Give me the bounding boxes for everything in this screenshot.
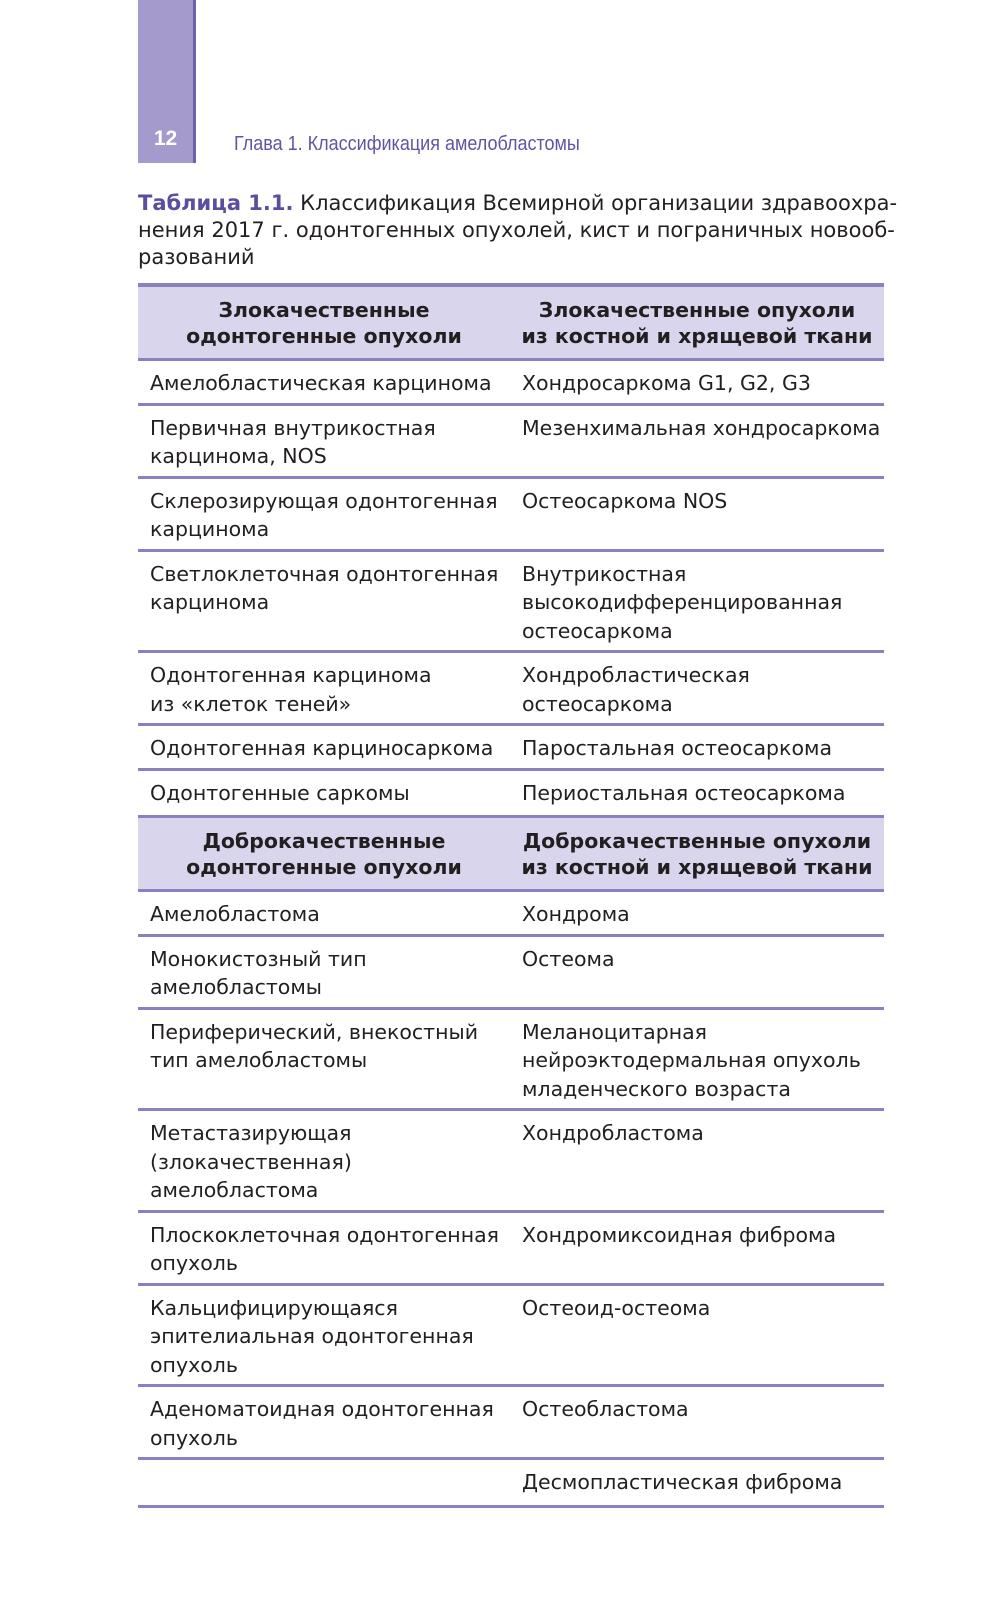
table-cell-right-line: остеосаркома [522,691,673,716]
header-cell-right-line: Злокачественные опухоли [538,298,856,322]
classification-table [138,283,884,1508]
benign-table-row [138,1111,884,1213]
table-cell-left [138,1286,510,1385]
table-cell-left-line: опухоль [150,1251,238,1275]
header-cell-left-line: Злокачественные [218,298,430,322]
table-cell-right-line: Хондрома [522,902,630,926]
table-cell-left-line: Амелобластома [150,902,320,926]
table-cell-left [138,937,510,1007]
table-cell-left-line: карцинома [150,517,270,541]
table-cell-left [138,552,510,651]
benign-table-row [138,1010,884,1112]
header-cell-right [510,297,884,349]
header-cell-right [510,828,884,880]
header-cell-right-line: Доброкачественные опухоли [522,829,872,853]
table-cell-left-line: опухоль [150,1352,238,1377]
table-caption [138,190,898,271]
table-cell-left-line: Кальцифицирующаяся [150,1295,398,1320]
table-cell-right-line: высокодифференцированная [522,590,843,614]
malignant-table-row [138,653,884,726]
malignant-table-row [138,726,884,771]
header-cell-left-line: одонтогенные опухоли [186,324,462,348]
header-cell-left [138,828,510,880]
table-cell-right [510,892,884,934]
table-cell-right [510,1010,884,1109]
table-cell-left [138,361,510,403]
table-cell-right [510,937,884,1007]
table-cell-right [510,361,884,403]
table-cell-left-line: амелобластомы [150,975,322,999]
page-tab [138,0,196,163]
table-cell-right [510,1460,884,1505]
benign-table-row [138,1460,884,1508]
table-cell-right-line: Хондросаркома G1, G2, G3 [522,371,811,395]
table-cell-left-line: тип амелобластомы [150,1048,368,1072]
chapter-title: Глава 1. Классификация амелобластомы [234,133,580,155]
table-cell-left [138,1213,510,1283]
malignant-table-row [138,552,884,654]
malignant-table-row [138,406,884,479]
table-cell-right-line: Остеома [522,946,615,971]
table-cell-left-line: Плоскоклеточная одонтогенная [150,1222,499,1247]
table-cell-right-line: остеосаркома [522,618,673,643]
malignant-header-row [138,283,884,361]
table-cell-right-line: Остеобластома [522,1397,689,1421]
table-cell-left-line: Одонтогенная карциносаркома [150,736,494,760]
table-cell-left-line: Первичная внутрикостная [150,415,436,440]
benign-table-row [138,937,884,1010]
table-cell-left-line: Светлоклеточная одонтогенная [150,561,499,586]
table-cell-right [510,1387,884,1457]
benign-table-row [138,1387,884,1460]
table-cell-left [138,479,510,549]
benign-table-row [138,892,884,937]
table-cell-right [510,552,884,651]
table-cell-left [138,1010,510,1109]
table-cell-left [138,892,510,934]
table-cell-left-line: карцинома [150,590,270,614]
table-cell-right-line: Периостальная остеосаркома [522,780,846,805]
table-cell-left-line: Периферический, внекостный [150,1019,479,1044]
table-cell-right-line: Мезенхимальная хондросаркома [522,415,881,440]
table-cell-left-line: из «клеток теней» [150,691,352,716]
table-cell-right [510,406,884,476]
table-cell-left-line: Метастазирующая [150,1121,352,1145]
header-cell-left [138,297,510,349]
table-cell-right-line: Десмопластическая фиброма [522,1470,843,1494]
table-cell-right-line: Внутрикостная [522,561,687,586]
header-cell-right-line: из костной и хрящевой ткани [521,324,873,348]
table-cell-left [138,653,510,723]
table-cell-right-line: Хондромиксоидная фиброма [522,1222,837,1247]
table-cell-left-line: опухоль [150,1425,238,1450]
table-cell-left-line: амелобластома [150,1178,319,1202]
table-cell-right-line: Меланоцитарная [522,1019,708,1044]
table-cell-right [510,771,884,816]
malignant-table-row [138,479,884,552]
table-cell-left-line: эпителиальная одонтогенная [150,1324,474,1348]
table-cell-right-line: младенческого возраста [522,1076,791,1101]
table-cell-left-line: Склерозирующая одонтогенная [150,488,498,513]
malignant-table-row [138,361,884,406]
table-cell-left [138,1111,510,1210]
malignant-table-row [138,771,884,819]
table-cell-left-line: (злокачественная) [150,1149,352,1174]
table-cell-left-line: Амелобластическая карцинома [150,371,492,395]
table-cell-left-line: Монокистозный тип [150,946,367,971]
table-cell-right [510,1213,884,1283]
table-cell-right [510,1286,884,1385]
header-cell-right-line: из костной и хрящевой ткани [521,855,873,879]
table-cell-right-line: Остеосаркома NOS [522,488,728,513]
benign-table-row [138,1286,884,1388]
table-cell-right [510,726,884,768]
caption-line-2: нения 2017 г. одонтогенных опухолей, кист и пограничных новооб- [138,218,895,242]
table-cell-left [138,406,510,476]
table-cell-left-line: Аденоматоидная одонтогенная [150,1397,494,1421]
benign-header-row [138,818,884,892]
table-cell-right-line: Хондробластома [522,1121,704,1145]
table-cell-right [510,1111,884,1210]
table-cell-left [138,1387,510,1457]
benign-table-row [138,1213,884,1286]
table-cell-right-line: Паростальная остеосаркома [522,736,833,760]
table-cell-left-line: Одонтогенная карцинома [150,663,432,687]
caption-line-3: разований [138,245,255,269]
table-cell-left-line: карцинома, NOS [150,444,327,468]
table-cell-left [138,771,510,816]
table-cell-right-line: нейроэктодермальная опухоль [522,1048,861,1072]
caption-text-1: Классификация Всемирной организации здравоохра- [293,191,898,215]
table-cell-left [138,726,510,768]
table-cell-right [510,479,884,549]
table-cell-right [510,653,884,723]
caption-line-1 [138,190,898,217]
table-cell-right-line: Остеоид-остеома [522,1295,711,1320]
table-cell-right-line: Хондробластическая [522,663,750,687]
table-cell-left [138,1460,510,1505]
header-cell-left-line: Доброкачественные [202,829,446,853]
caption-label: Таблица 1.1. [138,191,294,215]
table-cell-left-line: Одонтогенные саркомы [150,780,410,805]
page-number: 12 [153,127,178,150]
header-cell-left-line: одонтогенные опухоли [186,855,462,879]
